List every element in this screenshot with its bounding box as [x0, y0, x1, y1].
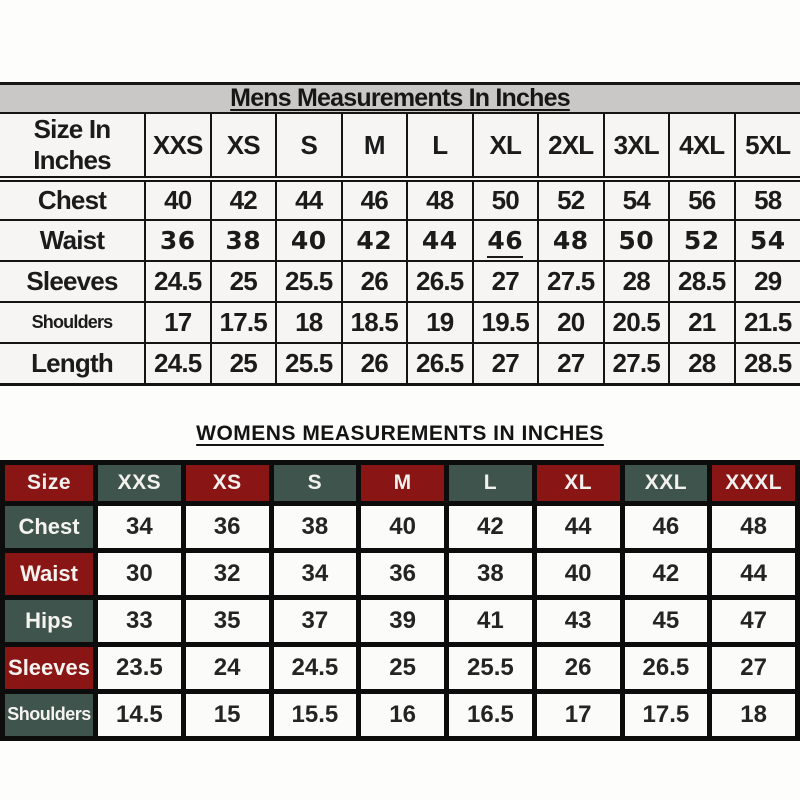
table-row-sleeves: [5, 647, 795, 689]
measurement-value: 34: [301, 559, 329, 587]
womens-table-title-wrap: [0, 422, 800, 450]
measurement-value: 28: [688, 347, 716, 378]
measurement-value: 58: [754, 185, 782, 215]
womens-table-body: [5, 506, 795, 736]
measurement-value: 56: [688, 185, 716, 215]
cell-chest-xxl: [625, 506, 708, 548]
measurement-value: 20.5: [612, 307, 660, 337]
measurement-value: 33: [126, 606, 153, 634]
measurement-value: 54: [749, 226, 786, 255]
column-header-2xl: 2XL: [538, 113, 604, 179]
cell-waist-xl: [537, 553, 620, 595]
cell-waist-xxl: [625, 553, 708, 595]
column-header-size: Size: [5, 465, 93, 501]
measurement-value: 47: [740, 606, 767, 634]
measurement-value: 15: [213, 700, 241, 728]
row-label-sleeves: Sleeves: [0, 261, 145, 302]
measurement-value: 20: [557, 307, 585, 337]
measurement-value: 25.5: [285, 266, 333, 296]
measurement-value: 42: [229, 185, 257, 215]
measurement-value: 17.5: [642, 700, 690, 728]
measurement-value: 26.5: [642, 653, 690, 681]
measurement-value: 27: [491, 266, 519, 296]
cell-chest-m: [342, 179, 408, 220]
mens-table-title-band: [0, 82, 800, 112]
cell-sleeves-l: [449, 647, 532, 689]
cell-length-s: [276, 343, 342, 384]
row-label-shoulders: Shoulders: [0, 302, 145, 343]
cell-chest-xl: [537, 506, 620, 548]
measurement-value: 25: [229, 266, 257, 296]
cell-shoulders-xs: [211, 302, 277, 343]
measurement-value: 18.5: [350, 307, 398, 337]
cell-chest-s: [276, 179, 342, 220]
cell-chest-xxxl: [712, 506, 795, 548]
cell-waist-m: [361, 553, 444, 595]
cell-shoulders-s: [274, 694, 357, 736]
cell-shoulders-xxs: [145, 302, 211, 343]
cell-chest-xs: [186, 506, 269, 548]
measurement-value: 38: [477, 559, 504, 587]
cell-sleeves-3xl: [604, 261, 670, 302]
column-header-s: S: [276, 113, 342, 179]
cell-chest-xs: [211, 179, 277, 220]
column-header-size-in-inches: Size In Inches: [0, 113, 145, 179]
measurement-value: 27.5: [612, 347, 660, 378]
measurement-value: 25.5: [285, 347, 333, 378]
cell-chest-xl: [473, 179, 539, 220]
womens-table-title: WOMENS MEASUREMENTS IN INCHES: [196, 421, 604, 445]
measurement-value: 17.5: [219, 307, 267, 337]
cell-waist-xs: [186, 553, 269, 595]
measurement-value: 39: [389, 606, 416, 634]
cell-sleeves-xs: [186, 647, 269, 689]
mens-size-chart-section: [0, 82, 800, 386]
cell-waist-xl: [473, 220, 539, 261]
cell-shoulders-3xl: [604, 302, 670, 343]
cell-waist-4xl: [669, 220, 735, 261]
measurement-value: 29: [754, 266, 782, 296]
cell-hips-xxl: [625, 600, 708, 642]
measurement-value: 42: [477, 512, 504, 540]
cell-length-xs: [211, 343, 277, 384]
cell-hips-xxxl: [712, 600, 795, 642]
measurement-value: 48: [740, 512, 767, 540]
measurement-value: 16.5: [467, 700, 514, 728]
column-header-m: M: [342, 113, 408, 179]
measurement-value: 46: [487, 226, 523, 258]
cell-length-l: [407, 343, 473, 384]
measurement-value: 26: [360, 347, 388, 378]
cell-sleeves-s: [274, 647, 357, 689]
cell-shoulders-m: [361, 694, 444, 736]
cell-shoulders-xl: [473, 302, 539, 343]
measurement-value: 28.5: [744, 347, 792, 378]
table-row-chest: [5, 506, 795, 548]
measurement-value: 16: [389, 700, 416, 728]
cell-hips-xl: [537, 600, 620, 642]
measurement-value: 37: [301, 606, 329, 634]
measurement-value: 25: [229, 347, 257, 378]
cell-chest-3xl: [604, 179, 670, 220]
cell-sleeves-xl: [473, 261, 539, 302]
measurement-value: 41: [477, 606, 504, 634]
cell-waist-xxs: [98, 553, 181, 595]
measurement-value: 44: [740, 559, 767, 587]
cell-sleeves-2xl: [538, 261, 604, 302]
measurement-value: 25: [389, 653, 416, 681]
measurement-value: 52: [683, 226, 720, 255]
measurement-value: 25.5: [467, 653, 514, 681]
column-header-xxl: XXL: [625, 465, 708, 501]
cell-hips-m: [361, 600, 444, 642]
measurement-value: 27: [740, 653, 767, 681]
measurement-value: 24.5: [291, 653, 339, 681]
column-header-xxs: XXS: [145, 113, 211, 179]
cell-length-xxs: [145, 343, 211, 384]
cell-shoulders-s: [276, 302, 342, 343]
cell-sleeves-m: [342, 261, 408, 302]
measurement-value: 14.5: [116, 700, 163, 728]
table-row-chest: [0, 179, 800, 220]
measurement-value: 24: [213, 653, 241, 681]
row-label-waist: Waist: [5, 553, 93, 595]
measurement-value: 36: [389, 559, 416, 587]
measurement-value: 26.5: [416, 347, 464, 378]
measurement-value: 24.5: [154, 347, 202, 378]
column-header-3xl: 3XL: [604, 113, 670, 179]
measurement-value: 34: [126, 512, 153, 540]
row-label-chest: Chest: [0, 179, 145, 220]
row-label-sleeves: Sleeves: [5, 647, 93, 689]
measurement-value: 23.5: [116, 653, 163, 681]
cell-chest-5xl: [735, 179, 800, 220]
measurement-value: 50: [491, 185, 519, 215]
cell-sleeves-l: [407, 261, 473, 302]
measurement-value: 21.5: [744, 307, 792, 337]
column-header-xs: XS: [186, 465, 269, 501]
cell-sleeves-4xl: [669, 261, 735, 302]
womens-header-row: [5, 465, 795, 501]
measurement-value: 19.5: [481, 307, 529, 337]
column-header-xs: XS: [211, 113, 277, 179]
column-header-m: M: [361, 465, 444, 501]
measurement-value: 18: [295, 307, 323, 337]
cell-hips-l: [449, 600, 532, 642]
measurement-value: 52: [557, 185, 585, 215]
measurement-value: 35: [213, 606, 241, 634]
cell-shoulders-l: [449, 694, 532, 736]
measurement-value: 26: [564, 653, 592, 681]
measurement-value: 27: [557, 347, 585, 378]
row-label-shoulders: Shoulders: [5, 694, 93, 736]
measurement-value: 38: [301, 512, 329, 540]
cell-length-2xl: [538, 343, 604, 384]
table-row-shoulders: [0, 302, 800, 343]
measurement-value: 43: [564, 606, 592, 634]
mens-header-row: [0, 113, 800, 179]
cell-length-4xl: [669, 343, 735, 384]
cell-shoulders-2xl: [538, 302, 604, 343]
cell-chest-l: [449, 506, 532, 548]
cell-shoulders-4xl: [669, 302, 735, 343]
measurement-value: 24.5: [154, 266, 202, 296]
cell-waist-s: [274, 553, 357, 595]
cell-length-5xl: [735, 343, 800, 384]
table-row-length: [0, 343, 800, 384]
measurement-value: 44: [295, 185, 323, 215]
table-row-waist: [0, 220, 800, 261]
cell-shoulders-xs: [186, 694, 269, 736]
measurement-value: 40: [164, 185, 192, 215]
column-header-l: L: [449, 465, 532, 501]
column-header-xxxl: XXXL: [712, 465, 795, 501]
measurement-value: 17: [564, 700, 592, 728]
cell-sleeves-m: [361, 647, 444, 689]
measurement-value: 50: [618, 226, 655, 255]
measurement-value: 42: [356, 226, 393, 255]
column-header-xxs: XXS: [98, 465, 181, 501]
measurement-value: 44: [421, 226, 458, 255]
cell-sleeves-xs: [211, 261, 277, 302]
cell-sleeves-xxxl: [712, 647, 795, 689]
mens-size-table: [0, 112, 800, 386]
measurement-value: 45: [652, 606, 680, 634]
measurement-value: 30: [126, 559, 153, 587]
measurement-value: 36: [213, 512, 241, 540]
row-label-chest: Chest: [5, 506, 93, 548]
measurement-value: 21: [688, 307, 716, 337]
measurement-value: 48: [426, 185, 454, 215]
cell-sleeves-xxs: [98, 647, 181, 689]
measurement-value: 17: [164, 307, 192, 337]
cell-waist-xxxl: [712, 553, 795, 595]
cell-waist-xs: [211, 220, 277, 261]
table-row-sleeves: [0, 261, 800, 302]
measurement-value: 19: [426, 307, 454, 337]
cell-length-3xl: [604, 343, 670, 384]
cell-shoulders-xxl: [625, 694, 708, 736]
cell-shoulders-l: [407, 302, 473, 343]
cell-waist-m: [342, 220, 408, 261]
cell-chest-s: [274, 506, 357, 548]
measurement-value: 36: [159, 226, 196, 255]
cell-shoulders-xxxl: [712, 694, 795, 736]
measurement-value: 48: [552, 226, 589, 255]
row-label-waist: Waist: [0, 220, 145, 261]
measurement-value: 46: [360, 185, 388, 215]
womens-size-chart-section: [0, 422, 800, 741]
mens-table-title: Mens Measurements In Inches: [230, 84, 570, 112]
cell-waist-3xl: [604, 220, 670, 261]
cell-waist-5xl: [735, 220, 800, 261]
column-header-l: L: [407, 113, 473, 179]
cell-chest-4xl: [669, 179, 735, 220]
measurement-value: 38: [225, 226, 262, 255]
cell-chest-l: [407, 179, 473, 220]
column-header-xl: XL: [537, 465, 620, 501]
mens-table-body: [0, 179, 800, 384]
measurement-value: 26: [360, 266, 388, 296]
cell-sleeves-xl: [537, 647, 620, 689]
row-label-hips: Hips: [5, 600, 93, 642]
cell-sleeves-xxs: [145, 261, 211, 302]
cell-hips-xs: [186, 600, 269, 642]
cell-waist-l: [407, 220, 473, 261]
column-header-s: S: [274, 465, 357, 501]
measurement-value: 18: [740, 700, 767, 728]
cell-shoulders-xl: [537, 694, 620, 736]
row-label-length: Length: [0, 343, 145, 384]
column-header-5xl: 5XL: [735, 113, 800, 179]
cell-hips-xxs: [98, 600, 181, 642]
measurement-value: 26.5: [416, 266, 464, 296]
measurement-value: 46: [652, 512, 680, 540]
measurement-value: 27.5: [547, 266, 595, 296]
cell-length-m: [342, 343, 408, 384]
cell-shoulders-5xl: [735, 302, 800, 343]
cell-shoulders-xxs: [98, 694, 181, 736]
measurement-value: 54: [622, 185, 650, 215]
measurement-value: 27: [491, 347, 519, 378]
cell-hips-s: [274, 600, 357, 642]
measurement-value: 40: [290, 226, 327, 255]
table-row-shoulders: [5, 694, 795, 736]
cell-waist-2xl: [538, 220, 604, 261]
measurement-value: 40: [389, 512, 416, 540]
measurement-value: 42: [652, 559, 680, 587]
table-row-waist: [5, 553, 795, 595]
cell-chest-xxs: [145, 179, 211, 220]
cell-chest-2xl: [538, 179, 604, 220]
cell-length-xl: [473, 343, 539, 384]
cell-waist-s: [276, 220, 342, 261]
column-header-xl: XL: [473, 113, 539, 179]
measurement-value: 28.5: [678, 266, 726, 296]
cell-chest-m: [361, 506, 444, 548]
cell-sleeves-xxl: [625, 647, 708, 689]
cell-sleeves-s: [276, 261, 342, 302]
cell-waist-l: [449, 553, 532, 595]
cell-shoulders-m: [342, 302, 408, 343]
cell-sleeves-5xl: [735, 261, 800, 302]
measurement-value: 15.5: [291, 700, 339, 728]
measurement-value: 32: [213, 559, 241, 587]
column-header-4xl: 4XL: [669, 113, 735, 179]
cell-waist-xxs: [145, 220, 211, 261]
womens-size-table: [0, 460, 800, 741]
measurement-value: 44: [564, 512, 592, 540]
measurement-value: 28: [622, 266, 650, 296]
measurement-value: 40: [564, 559, 592, 587]
cell-chest-xxs: [98, 506, 181, 548]
table-row-hips: [5, 600, 795, 642]
